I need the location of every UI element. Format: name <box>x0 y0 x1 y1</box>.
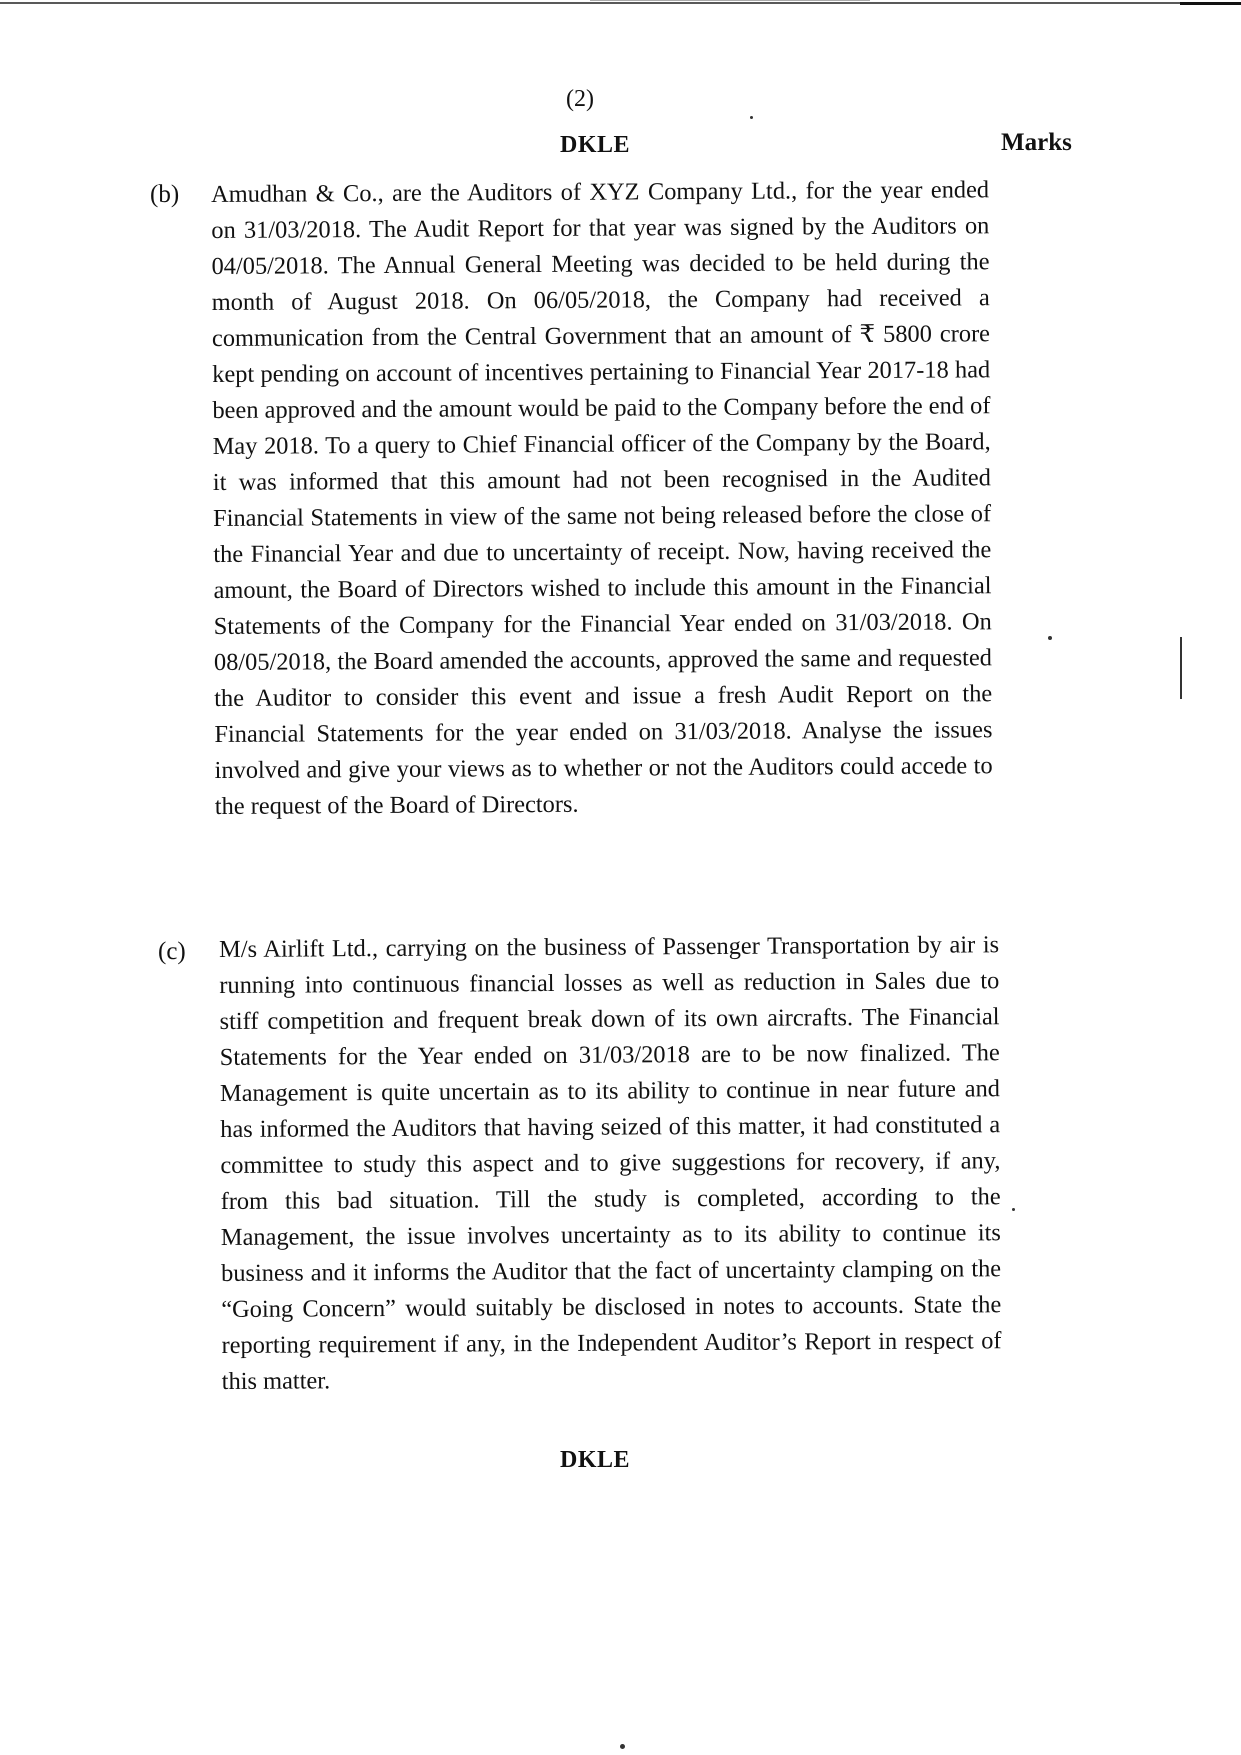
scan-speck <box>750 116 753 119</box>
question-b-paragraph: Amudhan & Co., are the Auditors of XYZ Company Ltd., for the year ended on 31/03/2018. The Audit Report for that year was signed by the Auditors on 04/05/2018. The Annual General Meeting was decided to be held during the month of August 2018. On 06/05/2018, the Company had received a communication from the Central Government that an amount of ₹ 5800 crore kept pending on account of incentives pertaining to Financial Year 2017-18 had been approved and the amount would be paid to the Company before the end of May 2018. To a query to Chief Financial officer of the Company by the Board, it was informed that this amount had not been recognised in the Audited Financial Statements in view of the same not being released before the close of the Financial Year and due to uncertainty of receipt. Now, having received the amount, the Board of Directors wished to include this amount in the Financial Statements of the Company for the Financial Year ended on 31/03/2018. On 08/05/2018, the Board amended the accounts, approved the same and requested the Auditor to consider this event and issue a fresh Audit Report on the Financial Statements for the year ended on 31/03/2018. Analyse the issues involved and give your views as to whether or not the Auditors could accede to the request of the Board of Directors. <box>211 176 993 820</box>
page-header-code: DKLE <box>559 132 630 158</box>
marks-column-heading: Marks <box>1001 129 1072 156</box>
scan-edge-mark <box>1180 2 1241 5</box>
question-c-paragraph: M/s Airlift Ltd., carrying on the business of Passenger Transportation by air is running into continuous financial losses as well as reduction in Sales due to stiff competition and frequent break down of its own aircrafts. The Financial Statements for the Year ended on 31/03/2018 are to be now finalized. The Management is quite uncertain as to its ability to continue in near future and has informed the Auditors that having seized of this matter, it had constituted a committee to study this aspect and to give suggestions for recovery, if any, from this bad situation. Till the study is completed, according to the Management, the issue involves uncertainty as to its ability to continue its business and it informs the Auditor that the fact of uncertainty clamping on the “Going Concern” would suitably be disclosed in notes to accounts. State the reporting requirement if any, in the Independent Auditor’s Report in respect of this matter. <box>219 931 1002 1395</box>
scan-edge-line-faint <box>590 0 870 1</box>
question-c-label: (c) <box>158 938 186 965</box>
scan-speck <box>1048 636 1052 640</box>
page-number: (2) <box>566 86 594 112</box>
question-b-text <box>211 172 993 825</box>
scan-speck <box>620 1744 625 1749</box>
question-c-text <box>219 927 1002 1400</box>
scan-speck <box>1012 1208 1015 1211</box>
page-footer-code: DKLE <box>559 1447 630 1473</box>
question-b-label: (b) <box>150 181 180 208</box>
margin-scan-mark <box>1180 637 1182 699</box>
scan-edge-line <box>0 2 1241 4</box>
